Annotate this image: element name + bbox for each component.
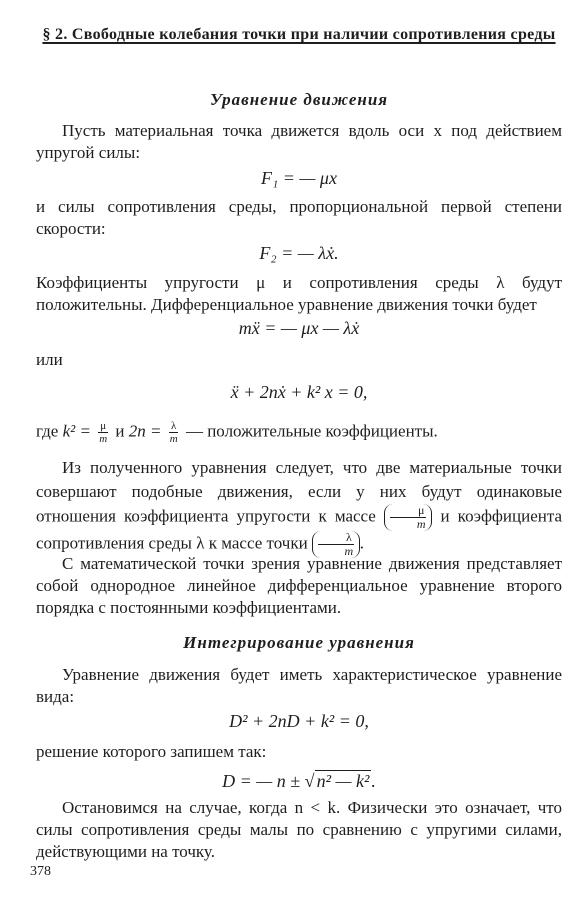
paragraph-characteristic: Уравнение движения будет иметь характеристическое уравнение вида:: [36, 665, 562, 706]
fraction-lambda-over-m-parenthesized: $\frac{\lambda}{m}$: [312, 531, 360, 558]
equation-resistance-force: F₂ = — λẋ.: [259, 243, 339, 263]
equation-elastic-force: F₁ = — μx: [261, 168, 337, 188]
page-number: 378: [30, 864, 51, 879]
paragraph-mathematical-view: С математической точки зрения уравнение движения представляет собой однородное линейное дифференциальное уравнение второго порядка с постоянными коэффициентами.: [36, 554, 562, 617]
subheading-integration: Интегрирование уравнения: [183, 633, 415, 652]
paragraph-case-n-less-k: Остановимся на случае, когда n < k. Физически это означает, что силы сопротивления среды малы по сравнению с упругими силами, действующими на точку.: [36, 798, 562, 861]
fraction-lambda-over-m: $\frac{\lambda}{m}$: [169, 420, 178, 445]
equation-roots: D = — n ± √ n² — k² .: [222, 771, 376, 791]
paragraph-coefficients: Коэффициенты упругости μ и сопротивления среды λ будут положительны. Дифференциальное уравнение движения точки будет: [36, 273, 562, 314]
equation-characteristic: D² + 2nD + k² = 0,: [229, 711, 369, 731]
k-squared-label: k² =: [62, 421, 91, 441]
equation-motion-normalized: ẍ + 2nẋ + k² x = 0,: [230, 382, 368, 402]
paragraph-resistance-force: и силы сопротивления среды, пропорциональной первой степени скорости:: [36, 197, 562, 238]
subheading-equation-of-motion: Уравнение движения: [209, 90, 389, 109]
paragraph-similar-motions: Из полученного уравнения следует, что две материальные точки совершают подобные движения, если у них будут одинаковые отношения коэффициента упругости к массе $\frac{\mu}{m}$ и коэффициента сопротивления среды λ к массе точки $\frac{\lambda}{m}$ .: [36, 458, 563, 558]
paragraph-solution: решение которого запишем так:: [36, 742, 267, 761]
paragraph-where: где k² = $\frac{\mu}{m}$ и 2n = $\frac{\lambda}{m}$ — положительные коэффициенты.: [36, 420, 438, 445]
radicand: n² — k²: [316, 771, 370, 791]
fraction-mu-over-m: $\frac{\mu}{m}$: [99, 420, 108, 445]
word-or: или: [36, 350, 63, 369]
fraction-mu-over-m-parenthesized: $\frac{\mu}{m}$: [384, 504, 432, 531]
two-n-label: 2n =: [128, 421, 162, 441]
paragraph-elastic-force: Пусть материальная точка движется вдоль оси x под действием упругой силы:: [36, 121, 562, 162]
equation-motion: mẍ = — μx — λẋ: [238, 318, 360, 338]
section-heading: § 2. Свободные колебания точки при наличии сопротивления среды: [42, 26, 556, 43]
